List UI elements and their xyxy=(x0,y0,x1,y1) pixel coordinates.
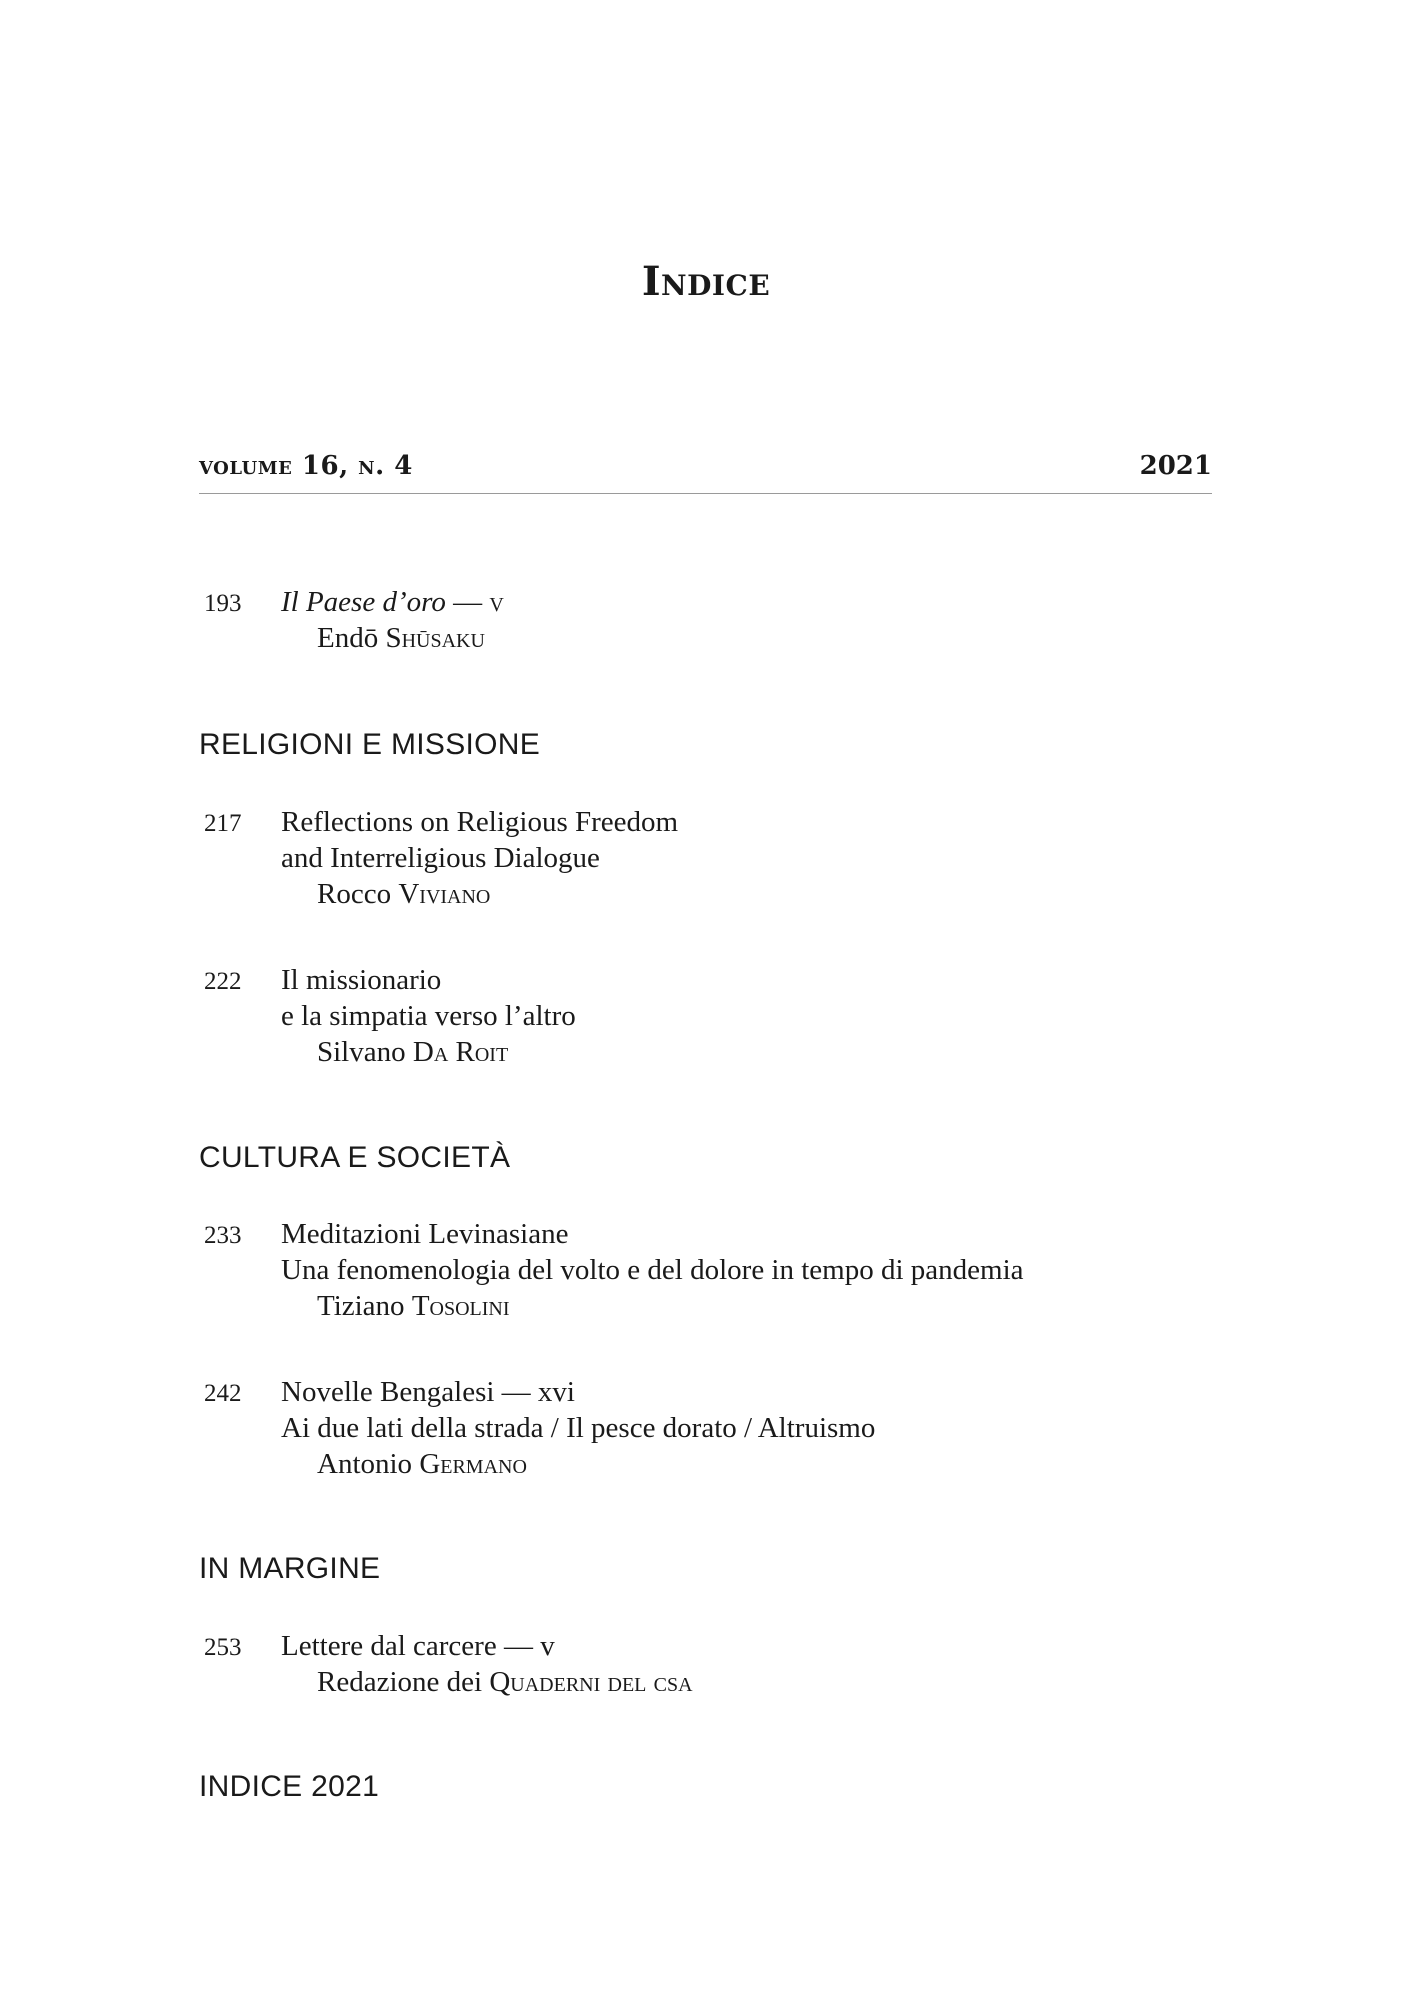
entry-body xyxy=(281,962,1201,1070)
entry-title-line: Meditazioni Levinasiane xyxy=(281,1218,569,1250)
entry-title-line: Novelle Bengalesi — xvi xyxy=(281,1376,575,1408)
entry-title-line: Il missionario xyxy=(281,964,442,996)
entry-author xyxy=(281,620,1201,656)
entry-author xyxy=(281,1288,1201,1324)
entry-author xyxy=(281,1446,1201,1482)
entry-author xyxy=(281,1034,1201,1070)
entry-title-line: and Interreligious Dialogue xyxy=(281,842,600,874)
section-heading-cultura: CULTURA E SOCIETÀ xyxy=(199,1141,511,1174)
entry-page-number: 217 xyxy=(204,810,242,837)
author-first-name: Rocco xyxy=(317,878,399,910)
entry-body xyxy=(281,1628,1201,1700)
entry-page-number: 233 xyxy=(204,1222,242,1249)
section-heading-indice-2021: INDICE 2021 xyxy=(199,1770,380,1803)
entry-author xyxy=(281,1664,1201,1700)
section-heading-religioni: RELIGIONI E MISSIONE xyxy=(199,728,541,761)
entry-page-number: 222 xyxy=(204,968,242,995)
author-first-name: Endō xyxy=(317,622,386,654)
entry-page-number: 242 xyxy=(204,1380,242,1407)
volume-header xyxy=(199,449,1212,494)
author-first-name: Antonio xyxy=(317,1448,420,1480)
author-last-name: Viviano xyxy=(398,878,491,910)
entry-title-suffix: — v xyxy=(445,586,504,618)
entry-body xyxy=(281,1374,1201,1482)
entry-body xyxy=(281,804,1201,912)
author-first-name: Silvano xyxy=(317,1036,413,1068)
entry-page-number: 193 xyxy=(204,590,242,617)
entry-page-number: 253 xyxy=(204,1634,242,1661)
page-title: Indice xyxy=(641,258,771,305)
entry-title-italic: Il Paese d’oro xyxy=(281,586,446,618)
author-last-name: Da Roit xyxy=(412,1036,509,1068)
entry-title xyxy=(281,584,1201,620)
entry-title-line: e la simpatia verso l’altro xyxy=(281,1000,576,1032)
author-first-name: Redazione dei xyxy=(317,1666,490,1698)
volume-label: volume 16, n. 4 xyxy=(199,451,413,481)
entry-author xyxy=(281,876,1201,912)
author-last-name: Germano xyxy=(419,1448,527,1480)
author-last-name: Quaderni del csa xyxy=(489,1666,693,1698)
volume-year: 2021 xyxy=(1139,451,1212,481)
entry-title-line: Una fenomenologia del volto e del dolore in tempo di pandemia xyxy=(281,1254,1024,1286)
author-last-name: Shūsaku xyxy=(385,622,485,654)
entry-title-line: Reflections on Religious Freedom xyxy=(281,806,679,838)
section-heading-in-margine: IN MARGINE xyxy=(199,1552,381,1585)
entry-title-line: Lettere dal carcere — v xyxy=(281,1630,555,1662)
author-last-name: Tosolini xyxy=(411,1290,510,1322)
entry-body xyxy=(281,1216,1201,1324)
author-first-name: Tiziano xyxy=(317,1290,412,1322)
entry-title-line: Ai due lati della strada / Il pesce dorato / Altruismo xyxy=(281,1412,876,1444)
entry-body xyxy=(281,584,1201,656)
